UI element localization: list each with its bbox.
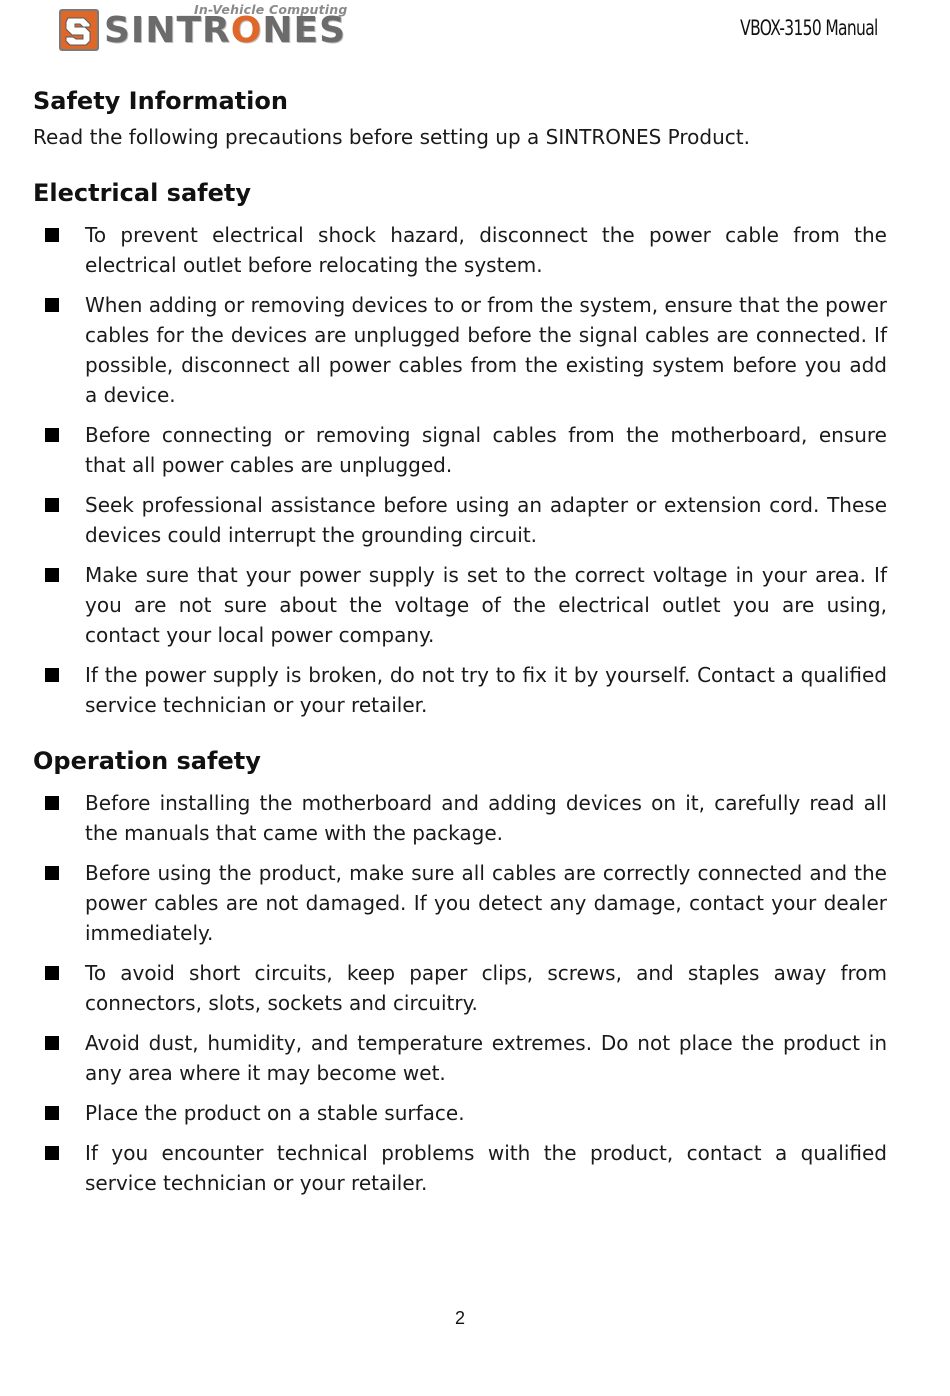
list-item: When adding or removing devices to or from the system, ensure that the power cables for the devices are unplugged before the signal cables are connected. If possible, disconnect all power cables from the existing system before you add a device.: [33, 290, 887, 410]
square-bullet-icon: [45, 796, 59, 810]
square-bullet-icon: [45, 498, 59, 512]
company-logo: [58, 2, 373, 58]
list-item: Before installing the motherboard and adding devices on it, carefully read all the manuals that came with the package.: [33, 788, 887, 848]
square-bullet-icon: [45, 428, 59, 442]
operation-safety-list: [33, 788, 887, 1198]
list-item: If you encounter technical problems with the product, contact a qualified service technician or your retailer.: [33, 1138, 887, 1198]
square-bullet-icon: [45, 966, 59, 980]
page-content: [33, 84, 887, 1208]
square-bullet-icon: [45, 228, 59, 242]
list-item: Before using the product, make sure all cables are correctly connected and the power cables are not damaged. If you detect any damage, contact your dealer immediately.: [33, 858, 887, 948]
square-bullet-icon: [45, 298, 59, 312]
list-item: To prevent electrical shock hazard, disconnect the power cable from the electrical outlet before relocating the system.: [33, 220, 887, 280]
square-bullet-icon: [45, 568, 59, 582]
square-bullet-icon: [45, 866, 59, 880]
square-bullet-icon: [45, 1106, 59, 1120]
document-title: VBOX-3150 Manual: [740, 16, 878, 40]
square-bullet-icon: [45, 668, 59, 682]
operation-safety-heading: Operation safety: [33, 747, 261, 775]
page-number: 2: [454, 1308, 465, 1328]
list-item: To avoid short circuits, keep paper clips, screws, and staples away from connectors, slots, sockets and circuitry.: [33, 958, 887, 1018]
electrical-safety-heading: Electrical safety: [33, 179, 251, 207]
logo-wordmark: SINTRONES: [104, 10, 346, 51]
list-item: Avoid dust, humidity, and temperature extremes. Do not place the product in any area where it may become wet.: [33, 1028, 887, 1088]
square-bullet-icon: [45, 1036, 59, 1050]
safety-information-heading: Safety Information: [33, 87, 288, 115]
page-header: [0, 0, 950, 60]
square-bullet-icon: [45, 1146, 59, 1160]
list-item: Before connecting or removing signal cables from the motherboard, ensure that all power cables are unplugged.: [33, 420, 887, 480]
list-item: Place the product on a stable surface.: [33, 1098, 887, 1128]
safety-intro-text: Read the following precautions before setting up a SINTRONES Product.: [33, 125, 750, 149]
list-item: If the power supply is broken, do not try to fix it by yourself. Contact a qualified service technician or your retailer.: [33, 660, 887, 720]
list-item: Seek professional assistance before using an adapter or extension cord. These devices could interrupt the grounding circuit.: [33, 490, 887, 550]
electrical-safety-list: [33, 220, 887, 720]
logo-tagline: In-Vehicle Computing: [194, 2, 348, 17]
logo-mark-icon: [58, 8, 100, 52]
list-item: Make sure that your power supply is set to the correct voltage in your area. If you are not sure about the voltage of the electrical outlet you are using, contact your local power company.: [33, 560, 887, 650]
